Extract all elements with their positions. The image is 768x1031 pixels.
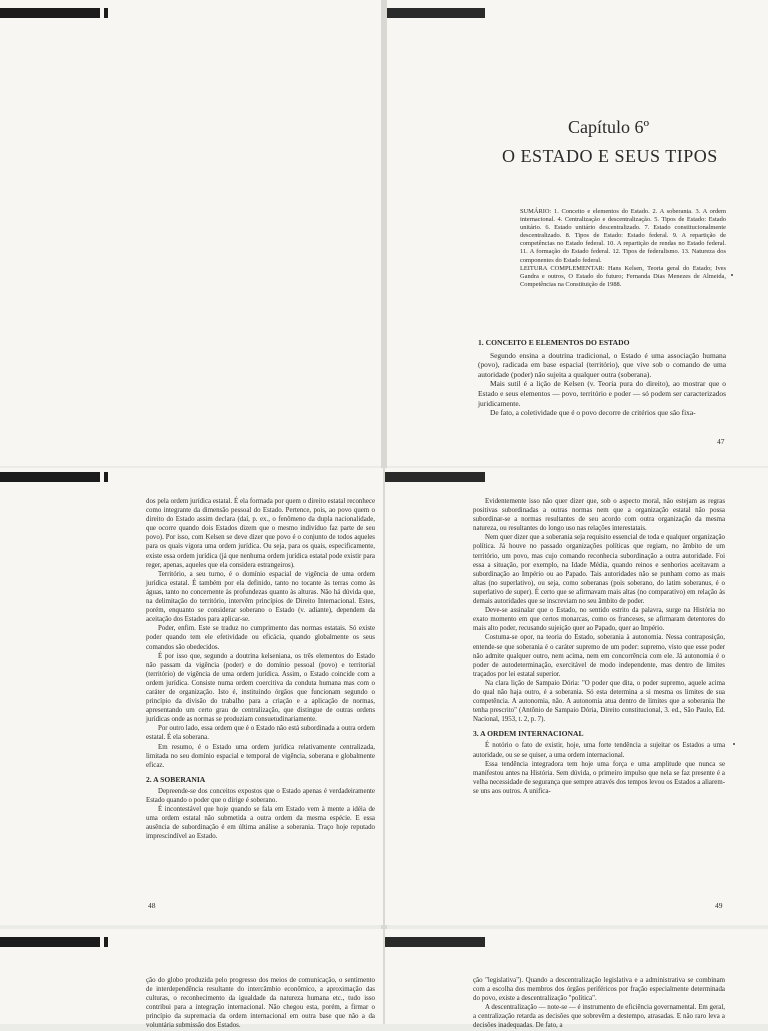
margin-dot [733,743,735,745]
paragraph: Costuma-se opor, na teoria do Estado, soberania à autonomia. Nessa contraposição, entende-se que soberania é o caráter supremo de um poder: supremo, visto que esse poder não admite qualquer outro, nem acima, nem em concorrência com ele. Já autonomia é o poder de autodeterminação, exercitável de modo independente, mas dentro de limites traçados por lei estatal superior. [473,634,725,678]
paragraph: É incontestável que hoje quando se fala em Estado vem à mente a idéia de uma ordem estatal não submetida a outra ordem da mesma espécie. E essa ausência de subordinação é em última análise a soberania. Traço hoje reputado imprescindível ao Estado. [146,806,375,841]
paragraph: Essa tendência integradora tem hoje uma força e uma amplitude que nunca se manifestou antes na História. Sem dúvida, o primeiro impulso que nela se faz presente é a velha necessidade de segurança que sempre através dos tempos levou os Estados a aliarem-se uns aos outros. A unifica- [473,760,725,795]
paragraph: Evidentemente isso não quer dizer que, sob o aspecto moral, não estejam as regras positivas subordinadas a outras normas nem que a organização estatal não possa subordinar-se a normas resultantes de seu acordo com outra organização da mesma natureza, ou resultantes do longo uso nas relações interestatais. [473,498,725,533]
page-number: 49 [715,901,723,910]
paragraph: dos pela ordem jurídica estatal. É ela formada por quem o direito estatal reconhece como integrante da dimensão pessoal do Estado. Pertence, pois, ao povo quem o direito do Estado assim declara (daí, p. ex., o fenômeno da dupla nacionalidade, que ocorre quando dois Estados dizem que o mesmo indivíduo faz parte de seu povo). Por isso, com Kelsen se deve dizer que povo é o conjunto de todos aqueles para os quais vigora uma ordem jurídica. Ou seja, para os quais, especificamente, existe essa ordem jurídica (já que nenhuma ordem jurídica estatal pode existir para reger, apenas, aqueles que ela considera estrangeiros). [146,498,375,569]
paragraph: Segundo ensina a doutrina tradicional, o Estado é uma associação humana (povo), radicada em base espacial (território), que vive sob o comando de uma autoridade (poder) não sujeita a qualquer outra (soberana). [478,350,726,379]
reading-list: LEITURA COMPLEMENTAR: Hans Kelsen, Teoria geral do Estado; Ives Gandra e outros, O Estado do futuro; Fernanda Dias Menezes de Almeida, Competências na Constituição de 1988. [520,264,726,288]
section-heading: 1. CONCEITO E ELEMENTOS DO ESTADO [478,338,630,347]
section-heading: 3. A ORDEM INTERNACIONAL [473,729,584,739]
page-number: 47 [717,437,725,446]
paragraph: Por outro lado, essa ordem que é o Estado não está subordinada a outra ordem estatal. É ela soberana. [146,725,375,742]
chapter-number: Capítulo 6º [568,117,650,137]
page-51-body [473,976,725,1031]
paragraph: Deve-se assinalar que o Estado, no sentido estrito da palavra, surge na História no exato momento em que certos monarcas, como os franceses, se afirmaram detentores do mais alto poder, recusando sujeição quer ao Papado, quer ao Império. [473,607,725,633]
paragraph: Em resumo, é o Estado uma ordem jurídica relativamente centralizada, limitada no seu domínio espacial e temporal de vigência, soberana e globalmente eficaz. [146,743,375,769]
paragraph: Poder, enfim. Este se traduz no cumprimento das normas estatais. Só existe poder quando tem ele efetividade ou eficácia, quando globalmente os seus comandos são obedecidos. [146,625,375,651]
paragraph: Mais sutil é a lição de Kelsen (v. Teoria pura do direito), ao mostrar que o Estado e seus elementos — povo, território e poder — só podem ser caracterizados juridicamente. [478,379,726,408]
paragraph: Território, a seu turno, é o domínio espacial de vigência de uma ordem jurídica estatal. É também por ela definido, tanto no tocante às terras como às águas, tanto no concernente às profundezas quanto às alturas. Não há dúvida que, na delimitação do território, intervêm princípios de Direito Internacional. Estes, porém, enquanto se considerar soberano o Estado (v. adiante), dependem da aceitação dos Estados para aplicar-se. [146,570,375,624]
summary-text: SUMÁRIO: 1. Conceito e elementos do Estado. 2. A soberania. 3. A ordem internacional. 4. Centralização e descentralização. 5. Tipos de Estado: Estado unitário. 6. Estado unitário descentralizado. 7. Estado constitucionalmente descentralizado. 8. Tipos de Estado: Estado federal. 9. A repartição de competências no Estado federal. 10. A repartição de rendas no Estado federal. 11. A formação do Estado federal. 12. Tipos de federalismo. 13. Natureza dos componentes do Estado federal. [520,208,726,264]
scan-edge-mark [385,937,485,947]
page-48-body [146,497,375,841]
paragraph: É notório o fato de existir, hoje, uma forte tendência a sujeitar os Estados a uma autoridade, ou se se quiser, a uma ordem internacional. [473,742,725,759]
scan-edge-mark [385,8,485,18]
paragraph: De fato, a coletividade que é o povo decorre de critérios que são fixa- [490,408,696,418]
page-number: 48 [148,901,156,910]
blank-page-left-top [0,0,383,466]
scan-edge-mark [385,472,485,482]
paragraph: ção do globo produzida pelo progresso dos meios de comunicação, o sentimento de interdependência resultante do intercâmbio econômico, a aproximação das culturas, o reconhecimento da igualdade da natureza humana etc., tudo isso contribui para a integração internacional. Não chegou esta, porém, a firmar o princípio da supremacia da ordem internacional em outra base que não a da voluntária submissão dos Estados. [146,977,375,1030]
margin-dot [731,274,733,276]
page-47-body [478,338,726,418]
chapter-title: O ESTADO E SEUS TIPOS [502,146,718,166]
paragraph: É por isso que, segundo a doutrina kelseniana, os três elementos do Estado não passam da vigência (poder) e do domínio pessoal (povo) e territorial (território) de vigência de uma ordem jurídica. Assim, o Estado coincide com a ordem jurídica. Consiste numa ordem coercitiva da conduta humana mas com o caráter de organização. Isto é, instituindo órgãos que funcionam segundo o princípio da divisão do trabalho para a criação e a aplicação de normas, apresentando um certo grau de centralização, que distingue de outras ordens jurídicas onde as normas se produziam consuetudinariamente. [146,652,375,724]
scan-edge-mark [0,937,100,947]
paragraph: Depreende-se dos conceitos expostos que o Estado apenas é verdadeiramente Estado quando o poder que o dirige é soberano. [146,787,375,804]
paragraph: Na clara lição de Sampaio Dória: "O poder que dita, o poder supremo, aquele acima do qual não haja outro, é a soberania. Só esta determina a si mesma os limites de sua competência. A autonomia, não. A autonomia atua dentro de limites que a soberania lhe tenha prescrito" (Antônio de Sampaio Dória, Direito constitucional, 3. ed., São Paulo, Ed. Nacional, 1953, t. 2, p. 7). [473,679,725,724]
paragraph: Nem quer dizer que a soberania seja requisito essencial de toda e qualquer organização política. Já houve no passado organizações políticas que regiam, no âmbito de um território, um povo, mas cujo comando reconhecia subordinação a outra autoridade. Foi essa a situação, por exemplo, na Idade Média, quando reinos e senhorios aceitavam a subordinação ao Império ou ao Papado. Tais autoridades não se punham como as mais altas (no superlativo), ou seja, como soberanas (pois soberano, do latim soberanus, é o superlativo de super). É certo que se afirmavam mais altas (no comparativo) em relação às demais autoridades que se inscreviam no seu âmbito de poder. [473,534,725,606]
section-heading: 2. A SOBERANIA [146,774,206,784]
paragraph: A descentralização — note-se — é instrumento de eficiência governamental. Em geral, a centralização retarda as decisões que sobrevêm a destempo, atrasadas. E não raro leva a decisões inadequadas. De fato, a [473,1004,725,1030]
page-50-body [146,976,375,1031]
scan-edge-mark [0,472,100,482]
paragraph: ção "legislativa"). Quando a descentralização legislativa e a administrativa se combinam com a escolha dos membros dos órgãos periféricos por fração especialmente determinada do povo, existe a descentralização "política". [473,977,725,1003]
page-49-body [473,497,725,796]
chapter-summary [520,208,726,289]
scan-edge-mark [0,8,100,18]
